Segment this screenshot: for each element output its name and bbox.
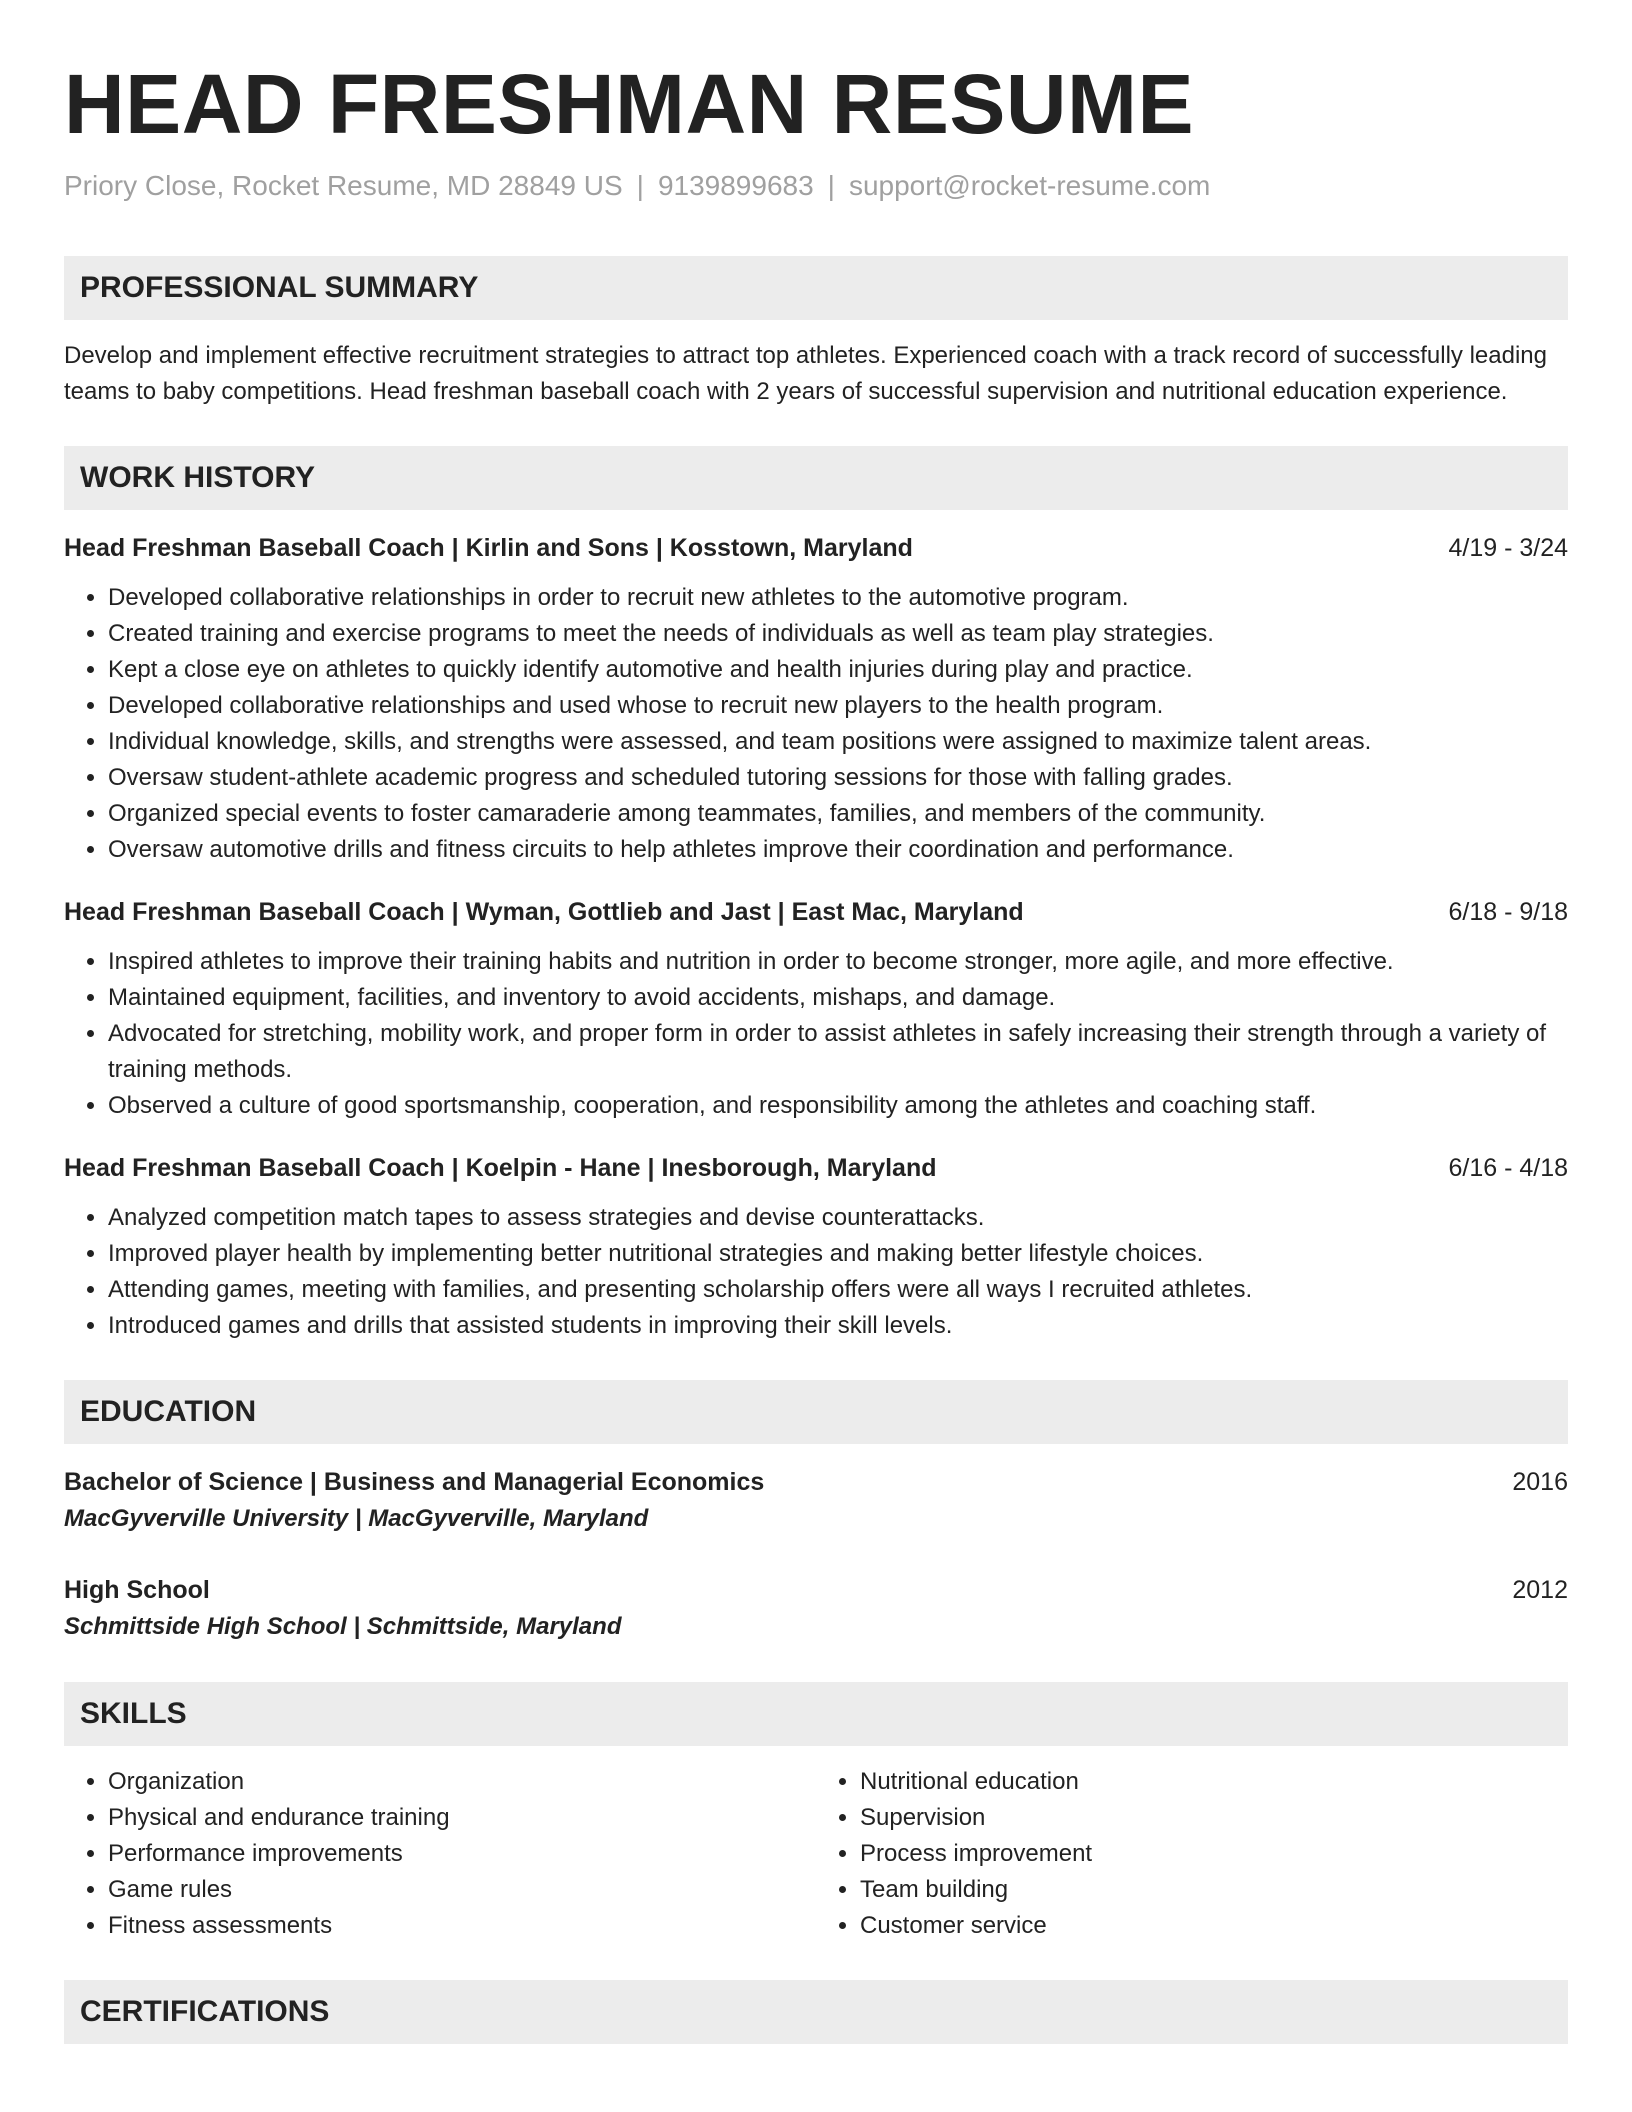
- contact-separator: |: [827, 170, 835, 201]
- job-bullet: • Analyzed competition match tapes to assess strategies and devise counterattacks.: [108, 1200, 1568, 1236]
- education-school: MacGyverville University | MacGyverville, Maryland: [64, 1505, 649, 1532]
- education-entry: [64, 1464, 1568, 1538]
- skills-column-right: [816, 1764, 1568, 1944]
- job-bullet: • Kept a close eye on athletes to quickly identify automotive and health injuries during play and practice.: [108, 652, 1568, 688]
- skills-list: [64, 1764, 1568, 1944]
- education-degree: Bachelor of Science | Business and Managerial Economics: [64, 1468, 765, 1496]
- contact-separator: |: [636, 170, 644, 201]
- job-dates: 4/19 - 3/24: [1448, 534, 1568, 562]
- job-bullet: • Attending games, meeting with families, and presenting scholarship offers were all ways I recruited athletes.: [108, 1272, 1568, 1308]
- job-bullets: [64, 944, 1568, 1124]
- section-heading-certifications: CERTIFICATIONS: [64, 1980, 1568, 2044]
- contact-phone: 9139899683: [657, 170, 814, 201]
- job-bullet: • Observed a culture of good sportsmanship, cooperation, and responsibility among the athletes and coaching staff.: [108, 1088, 1568, 1124]
- education-year: 2016: [1512, 1468, 1568, 1496]
- skill-item: • Process improvement: [860, 1836, 1568, 1872]
- section-heading-summary: PROFESSIONAL SUMMARY: [64, 256, 1568, 320]
- job-bullet: • Maintained equipment, facilities, and inventory to avoid accidents, mishaps, and damage.: [108, 980, 1568, 1016]
- skill-item: • Team building: [860, 1872, 1568, 1908]
- job-entry: [64, 1150, 1568, 1344]
- job-bullet: • Individual knowledge, skills, and strengths were assessed, and team positions were assigned to maximize talent areas.: [108, 724, 1568, 760]
- job-entry: [64, 530, 1568, 868]
- job-dates: 6/16 - 4/18: [1448, 1154, 1568, 1182]
- job-bullets: [64, 1200, 1568, 1344]
- job-bullet: • Introduced games and drills that assisted students in improving their skill levels.: [108, 1308, 1568, 1344]
- education-entry: [64, 1572, 1568, 1646]
- job-entry: [64, 894, 1568, 1124]
- job-bullets: [64, 580, 1568, 868]
- job-bullet: • Organized special events to foster camaraderie among teammates, families, and members of the community.: [108, 796, 1568, 832]
- section-heading-education: EDUCATION: [64, 1380, 1568, 1444]
- job-bullet: • Developed collaborative relationships in order to recruit new athletes to the automotive program.: [108, 580, 1568, 616]
- skill-item: • Supervision: [860, 1800, 1568, 1836]
- contact-line: [64, 168, 1568, 204]
- education-year: 2012: [1512, 1576, 1568, 1604]
- skills-column-left: [64, 1764, 816, 1944]
- job-bullet: • Advocated for stretching, mobility work, and proper form in order to assist athletes in safely increasing their strength through a variety of training methods.: [108, 1016, 1568, 1088]
- job-bullet: • Improved player health by implementing better nutritional strategies and making better lifestyle choices.: [108, 1236, 1568, 1272]
- job-title: Head Freshman Baseball Coach | Kirlin and Sons | Kosstown, Maryland: [64, 534, 913, 562]
- job-bullet: • Created training and exercise programs to meet the needs of individuals as well as team play strategies.: [108, 616, 1568, 652]
- skill-item: • Customer service: [860, 1908, 1568, 1944]
- education-school: Schmittside High School | Schmittside, Maryland: [64, 1613, 622, 1640]
- job-bullet: • Oversaw student-athlete academic progress and scheduled tutoring sessions for those with falling grades.: [108, 760, 1568, 796]
- contact-address: Priory Close, Rocket Resume, MD 28849 US: [64, 170, 623, 201]
- job-title: Head Freshman Baseball Coach | Wyman, Gottlieb and Jast | East Mac, Maryland: [64, 898, 1024, 926]
- skill-item: • Organization: [108, 1764, 816, 1800]
- contact-email: support@rocket-resume.com: [848, 170, 1211, 201]
- job-bullet: • Oversaw automotive drills and fitness circuits to help athletes improve their coordination and performance.: [108, 832, 1568, 868]
- skill-item: • Physical and endurance training: [108, 1800, 816, 1836]
- job-bullet: • Developed collaborative relationships and used whose to recruit new players to the health program.: [108, 688, 1568, 724]
- job-dates: 6/18 - 9/18: [1448, 898, 1568, 926]
- skill-item: • Performance improvements: [108, 1836, 816, 1872]
- job-title: Head Freshman Baseball Coach | Koelpin - Hane | Inesborough, Maryland: [64, 1154, 937, 1182]
- section-heading-skills: SKILLS: [64, 1682, 1568, 1746]
- job-bullet: • Inspired athletes to improve their training habits and nutrition in order to become stronger, more agile, and more effective.: [108, 944, 1568, 980]
- skill-item: • Fitness assessments: [108, 1908, 816, 1944]
- skill-item: • Game rules: [108, 1872, 816, 1908]
- education-degree: High School: [64, 1576, 210, 1604]
- skill-item: • Nutritional education: [860, 1764, 1568, 1800]
- resume-name: HEAD FRESHMAN RESUME: [64, 57, 1195, 151]
- summary-text: Develop and implement effective recruitment strategies to attract top athletes. Experienced coach with a track record of successfully leading teams to baby competitions. Head freshman baseball coach with 2 years of successful supervision and nutritional education experience.: [64, 342, 1547, 405]
- section-heading-work: WORK HISTORY: [64, 446, 1568, 510]
